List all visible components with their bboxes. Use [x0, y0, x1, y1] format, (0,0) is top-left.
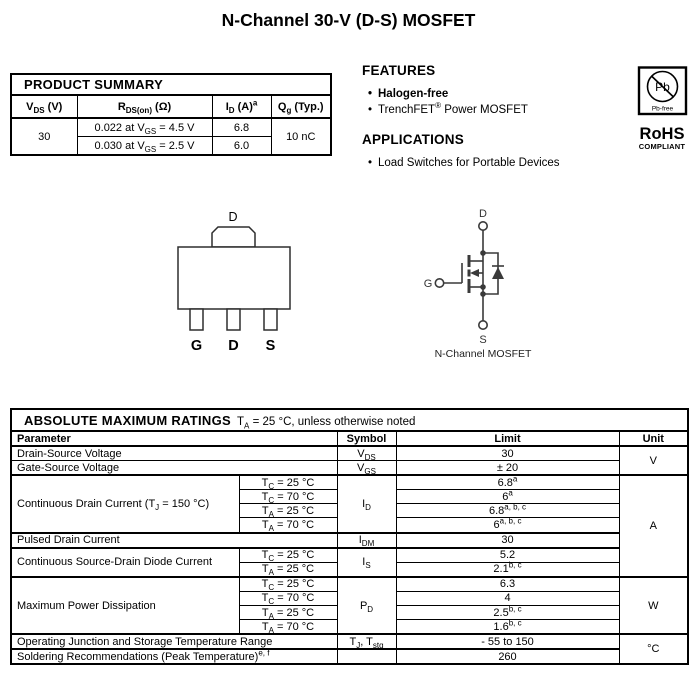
package-drawing [155, 198, 305, 358]
limit-cell: 6.8$^{a, b, c}$ [396, 504, 619, 518]
limit-cell: 6$^{a, b, c}$ [396, 518, 619, 533]
diode-triangle [492, 267, 504, 279]
param-cell: Operating Junction and Storage Temperature Range [11, 634, 337, 649]
header-id: $I_D$ $(A)^a$ [212, 95, 271, 118]
col-header-limit: Limit [396, 431, 619, 446]
header-vds: $V_{DS}$ (V) [11, 95, 77, 118]
package-lead-s [264, 309, 277, 330]
bullet-icon: • [367, 88, 373, 100]
col-header-unit: Unit [619, 431, 688, 446]
unit-cell: A [619, 475, 688, 577]
pb-free-label: Pb-free [651, 105, 673, 113]
table-row-is [11, 548, 688, 563]
application-item: • Load Switches for Portable Devices [362, 155, 627, 171]
applications-heading: APPLICATIONS [362, 132, 464, 147]
product-summary-heading: PRODUCT SUMMARY [11, 74, 331, 95]
condition-cell: $T_C = 70$ °C [239, 490, 337, 504]
condition-cell: $T_A = 25$ °C [239, 606, 337, 620]
rohs-label: RoHS [639, 125, 685, 143]
compliant-label: COMPLIANT [638, 142, 686, 151]
junction-dot [480, 284, 486, 290]
vds-value: 30 [11, 118, 77, 155]
drain-terminal [479, 222, 487, 230]
pb-label: Pb [654, 80, 670, 94]
limit-cell: 5.2 [396, 548, 619, 563]
limit-cell: 6.3 [396, 577, 619, 592]
header-rdson: $R_{DS(on)}$ (Ω) [77, 95, 212, 118]
symbol-cell: $I_D$ [337, 475, 396, 532]
page-title: N-Channel 30-V (D-S) MOSFET [221, 10, 476, 30]
schematic-label-g: G [423, 278, 433, 290]
table-row-vds [11, 446, 688, 461]
abs-max-title-row [11, 409, 688, 431]
package-lead-g [190, 309, 203, 330]
limit-cell: - 55 to 150 [396, 634, 619, 649]
param-cell: Continuous Drain Current ($T_J = 150$ °C) [11, 475, 239, 532]
junction-dot [480, 250, 486, 256]
table-row-solder [11, 649, 688, 664]
symbol-cell: $P_D$ [337, 577, 396, 634]
table-row-vgs [11, 461, 688, 476]
mosfet-schematic [420, 205, 580, 365]
limit-cell: 30 [396, 533, 619, 548]
limit-cell: 2.1$^{b, c}$ [396, 562, 619, 577]
limit-cell: 2.5$^{b, c}$ [396, 606, 619, 620]
product-summary-heading-row [11, 74, 331, 95]
schematic-caption: N-Channel MOSFET [434, 348, 532, 360]
features-heading: FEATURES [362, 63, 436, 78]
limit-cell: ± 20 [396, 461, 619, 476]
table-row-id [11, 475, 688, 490]
condition-cell: $T_A = 70$ °C [239, 518, 337, 533]
feature-item: • Halogen-free [362, 86, 627, 102]
unit-cell: V [619, 446, 688, 475]
limit-cell: 30 [396, 446, 619, 461]
feature-item: • TrenchFET® Power MOSFET [362, 102, 627, 118]
limit-cell: 4 [396, 591, 619, 605]
table-row-idm [11, 533, 688, 548]
param-cell: Maximum Power Dissipation [11, 577, 239, 634]
param-cell: Drain-Source Voltage [11, 446, 337, 461]
qg-value: 10 nC [271, 118, 331, 155]
symbol-cell [337, 649, 396, 664]
param-cell: Pulsed Drain Current [11, 533, 337, 548]
features-applications-section [362, 63, 627, 185]
schematic-label-d: D [479, 208, 487, 220]
symbol-cell: $I_S$ [337, 548, 396, 577]
body-arrow [470, 269, 479, 277]
package-tab [212, 227, 255, 247]
product-summary-row [11, 118, 331, 137]
table-row-pd [11, 577, 688, 592]
product-summary-header-row [11, 95, 331, 118]
symbol-cell: $I_{DM}$ [337, 533, 396, 548]
condition-cell: $T_A = 25$ °C [239, 504, 337, 518]
rdson-value: 0.022 at $V_{GS} = 4.5$ V [77, 118, 212, 137]
rdson-value: 0.030 at $V_{GS} = 2.5$ V [77, 137, 212, 156]
param-cell: Gate-Source Voltage [11, 461, 337, 476]
id-value: 6.8 [212, 118, 271, 137]
product-summary-table [10, 73, 332, 156]
pin-label-s: S [265, 338, 276, 354]
absolute-maximum-ratings-table [10, 408, 689, 665]
abs-max-header-row [11, 431, 688, 446]
condition-cell: $T_A = 70$ °C [239, 620, 337, 635]
source-terminal [479, 321, 487, 329]
unit-cell: W [619, 577, 688, 634]
pb-free-icon [637, 66, 688, 116]
pin-label-g: G [190, 338, 203, 354]
col-header-parameter: Parameter [11, 431, 337, 446]
symbol-cell: $V_{DS}$ [337, 446, 396, 461]
condition-cell: $T_C = 25$ °C [239, 475, 337, 490]
pin-label-d: D [228, 338, 239, 354]
applications-list [362, 155, 627, 171]
symbol-cell: $V_{GS}$ [337, 461, 396, 476]
junction-dot [480, 291, 486, 297]
features-list [362, 86, 627, 118]
limit-cell: 1.6$^{b, c}$ [396, 620, 619, 635]
table-row-tjstg [11, 634, 688, 649]
limit-cell: 6.8$^a$ [396, 475, 619, 490]
gate-terminal [435, 279, 443, 287]
schematic-label-s: S [479, 334, 487, 346]
id-value: 6.0 [212, 137, 271, 156]
header-qg: $Q_g$ (Typ.) [271, 95, 331, 118]
package-tab-label: D [228, 210, 238, 224]
condition-cell: $T_C = 70$ °C [239, 591, 337, 605]
condition-cell: $T_C = 25$ °C [239, 577, 337, 592]
abs-max-heading: ABSOLUTE MAXIMUM RATINGS $T_A = 25$ °C, unless otherwise noted [11, 409, 688, 431]
limit-cell: 6$^a$ [396, 490, 619, 504]
limit-cell: 260 [396, 649, 619, 664]
package-body [178, 247, 290, 309]
param-cell: Continuous Source-Drain Diode Current [11, 548, 239, 577]
bullet-icon: • [367, 157, 373, 169]
symbol-cell: $T_J$, $T_{stg}$ [337, 634, 396, 649]
condition-cell: $T_A = 25$ °C [239, 562, 337, 577]
unit-cell: °C [619, 634, 688, 664]
condition-cell: $T_C = 25$ °C [239, 548, 337, 563]
package-lead-d [227, 309, 240, 330]
param-cell: Soldering Recommendations (Peak Temperature)$^{e, f}$ [11, 649, 337, 664]
col-header-symbol: Symbol [337, 431, 396, 446]
bullet-icon: • [367, 104, 373, 116]
rohs-badge [636, 66, 688, 151]
